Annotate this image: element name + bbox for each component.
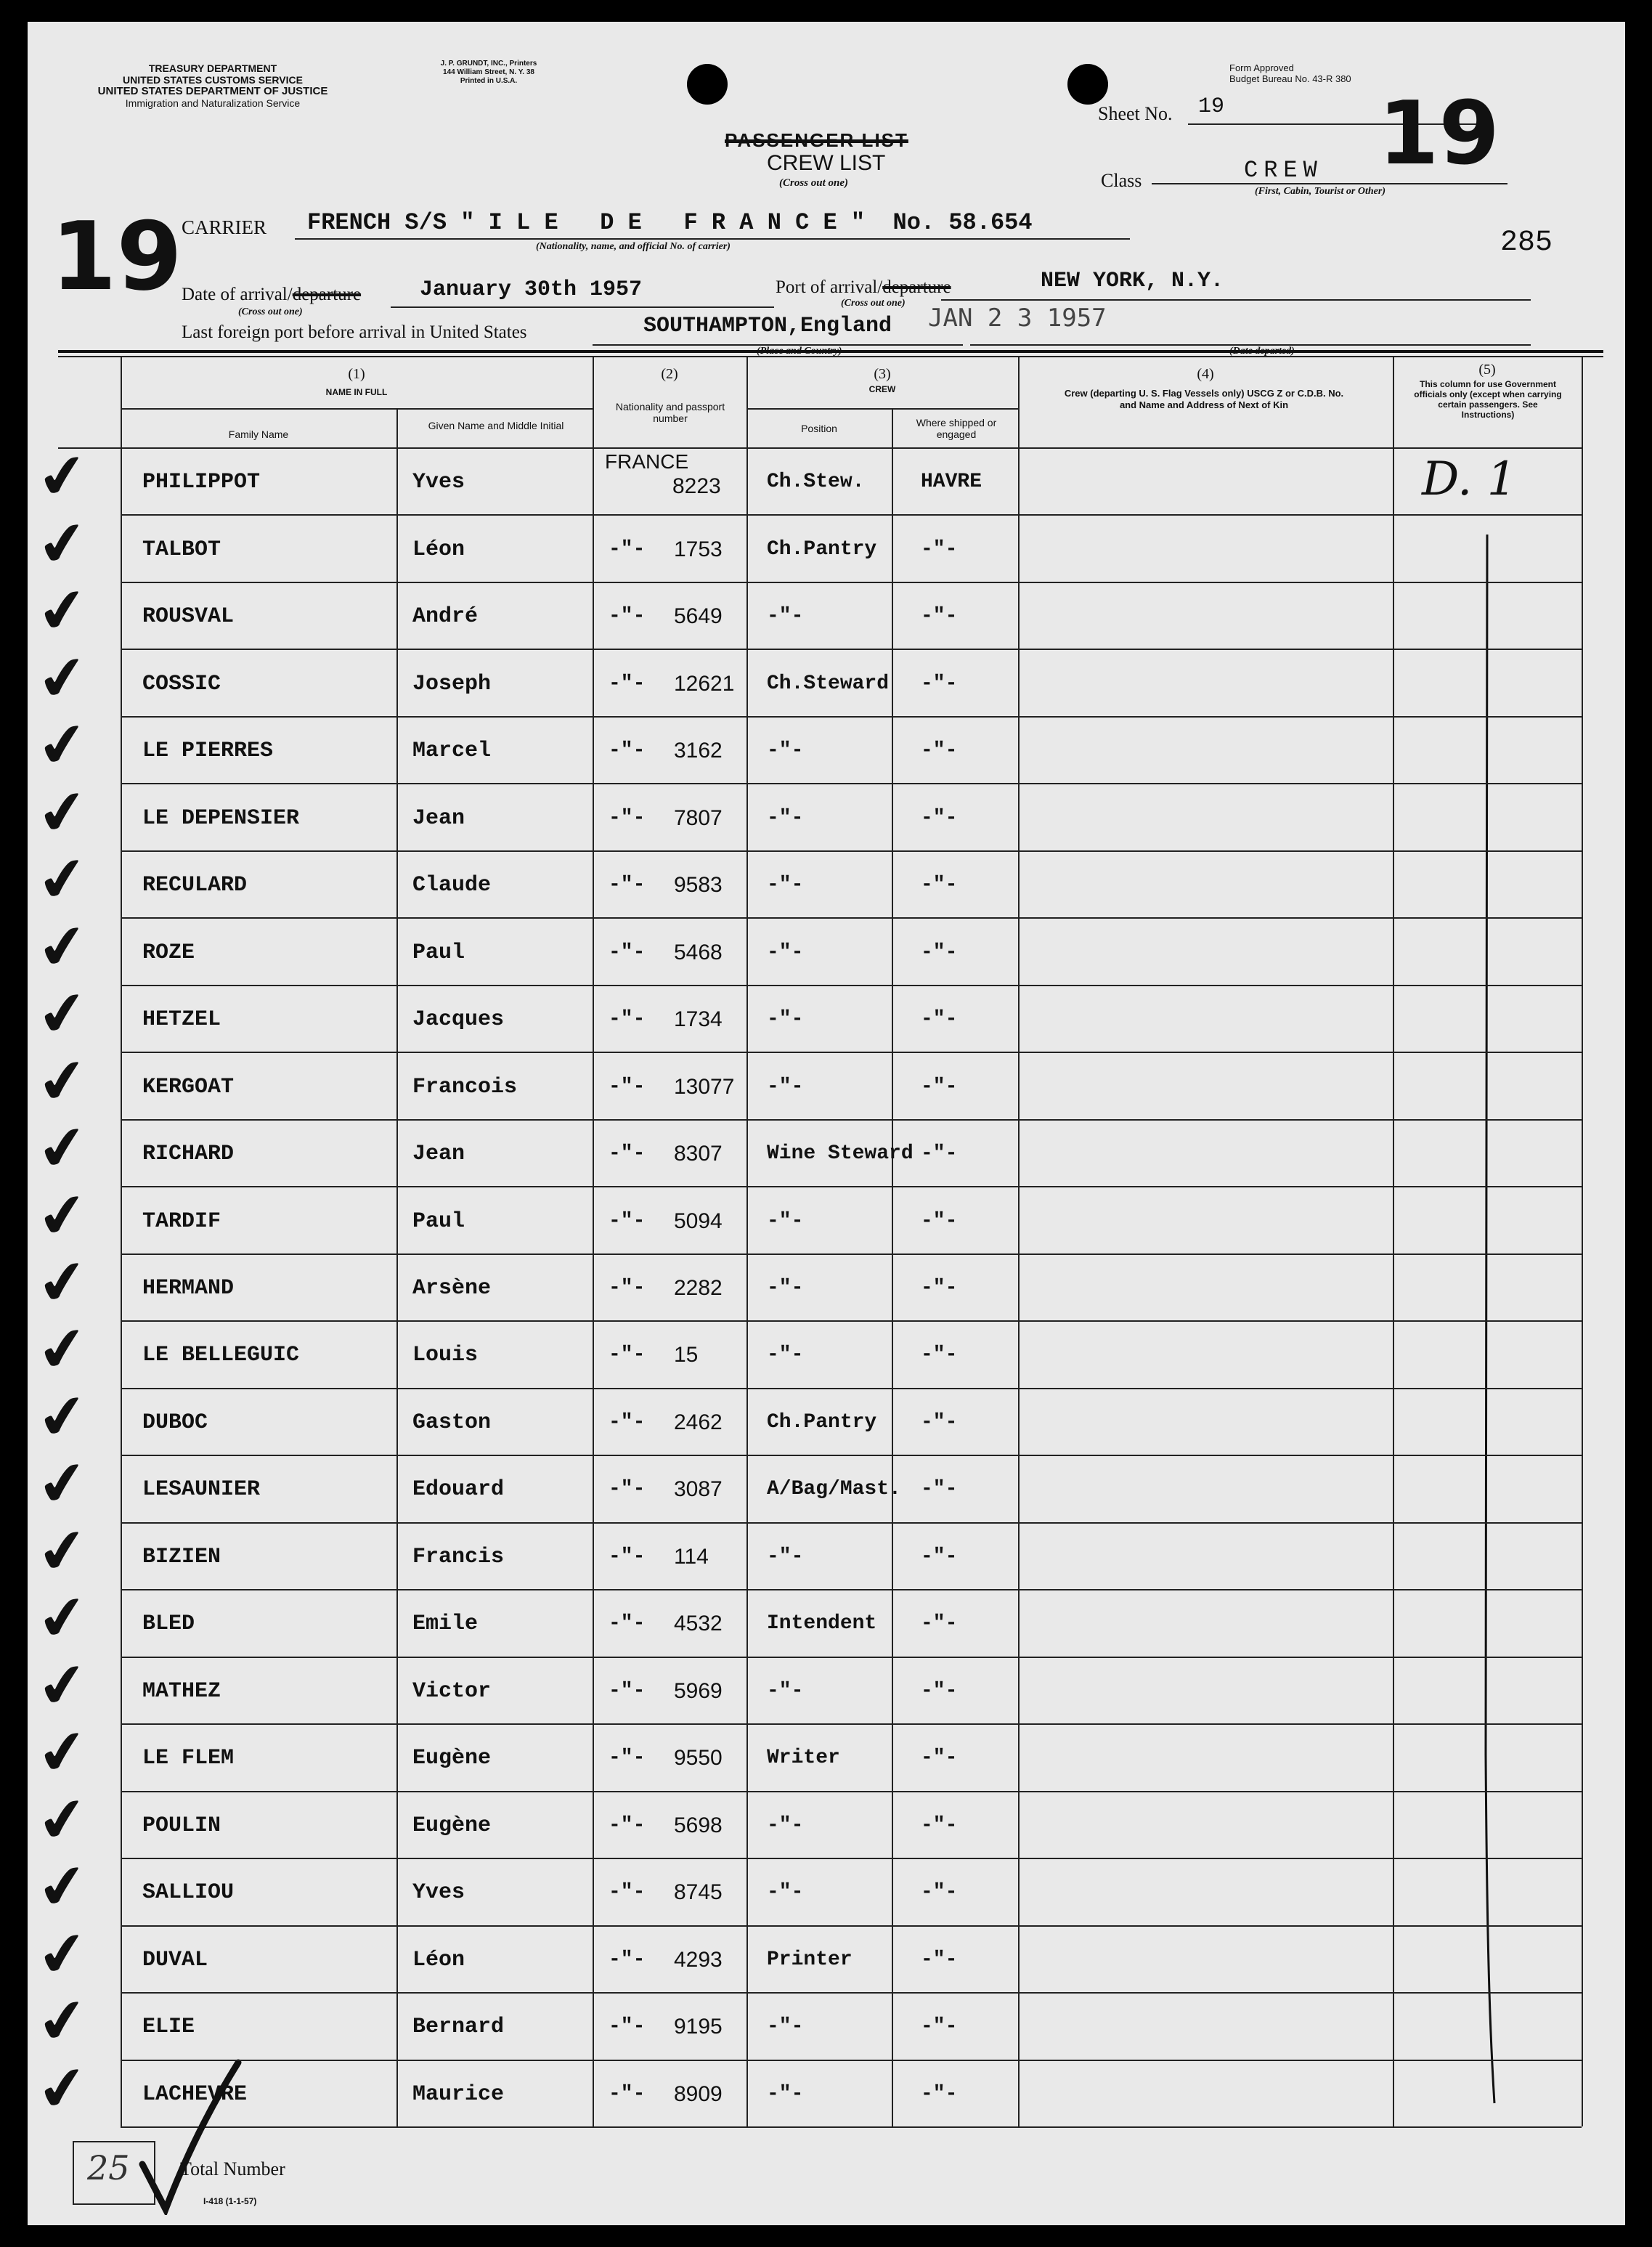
- crew-passport: 5649: [674, 604, 723, 629]
- col-line-nationality: [593, 357, 594, 2126]
- class-value: CREW: [1244, 157, 1323, 184]
- crew-shipped: -"-: [921, 1478, 958, 1501]
- crew-passport: 114: [674, 1544, 709, 1569]
- last-port-place-note: (Place and Country): [757, 346, 842, 357]
- col3-title: CREW: [868, 384, 896, 394]
- carrier-note: (Nationality, name, and official No. of carrier): [536, 241, 731, 252]
- crew-nationality: FRANCE: [605, 450, 689, 473]
- crew-shipped: -"-: [921, 1747, 958, 1770]
- row-check-mark: ✔: [33, 1178, 92, 1253]
- row-check-mark: ✔: [33, 1044, 92, 1119]
- passenger-list-crossed: PASSENGER LIST: [725, 129, 908, 151]
- crew-given-name: Jacques: [412, 1007, 505, 1033]
- row-check-mark: ✔: [33, 1849, 92, 1925]
- crew-passport: 1734: [674, 1007, 723, 1032]
- row-check-mark: ✔: [33, 1110, 92, 1187]
- header-sub-rule-name: [121, 408, 593, 410]
- crew-given-name: Eugène: [412, 1813, 492, 1838]
- crew-nationality: -"-: [609, 1813, 646, 1837]
- crew-shipped: -"-: [921, 874, 958, 897]
- row-check-mark: ✔: [33, 1513, 92, 1590]
- crew-nationality: -"-: [609, 1075, 646, 1098]
- crew-given-name: Paul: [412, 940, 465, 965]
- row-divider: [121, 1253, 1582, 1255]
- table-bottom-rule: [121, 2126, 1582, 2128]
- row-check-mark: ✔: [33, 1917, 92, 1993]
- row-divider: [121, 1791, 1582, 1792]
- crew-nationality: -"-: [609, 1881, 646, 1904]
- crew-position: -"-: [767, 1277, 804, 1299]
- date-arrival-underline: [391, 306, 774, 308]
- crew-passport: 8307: [674, 1142, 723, 1166]
- crew-nationality: -"-: [609, 1545, 646, 1568]
- row-check-mark: ✔: [33, 1581, 92, 1657]
- sheet-value: 19: [1198, 94, 1225, 119]
- row-divider: [121, 514, 1582, 516]
- crew-nationality: -"-: [609, 1277, 646, 1299]
- form-approved: [1229, 62, 1351, 84]
- crew-family-name: DUBOC: [142, 1410, 208, 1435]
- row-check-mark: ✔: [33, 1782, 92, 1858]
- crew-passport: 1753: [674, 537, 723, 561]
- crew-given-name: Yves: [412, 1880, 465, 1906]
- carrier-label: CARRIER: [182, 216, 267, 238]
- col5-number: (5): [1478, 362, 1496, 378]
- table-top-rule-2: [58, 356, 1603, 357]
- crew-passport: 3087: [674, 1477, 723, 1502]
- row-divider: [121, 1992, 1582, 1994]
- col4-title: Crew (departing U. S. Flag Vessels only) USCG Z or C.D.B. No. and Name and Address of Next of Kin: [1064, 388, 1344, 410]
- last-port-label: Last foreign port before arrival in United States: [182, 322, 527, 342]
- crew-passport: 7807: [674, 805, 723, 830]
- row-check-mark: ✔: [33, 1312, 92, 1388]
- crew-given-name: Gaston: [412, 1410, 492, 1435]
- col-family-header: Family Name: [228, 428, 289, 440]
- printer-imprint: [405, 60, 572, 86]
- crew-passport: 5969: [674, 1678, 723, 1703]
- col5-title: This column for use Government officials only (except when carrying certain passengers. See Instructions): [1414, 379, 1562, 420]
- crew-position: -"-: [767, 2082, 804, 2105]
- crew-given-name: Joseph: [412, 671, 492, 696]
- crew-nationality: -"-: [609, 2015, 646, 2039]
- col4-number: (4): [1197, 366, 1214, 382]
- total-label: Total Number: [180, 2158, 285, 2179]
- agency-line-4: Immigration and Naturalization Service: [125, 97, 301, 109]
- crew-nationality: -"-: [609, 1410, 646, 1434]
- col1-title: NAME IN FULL: [325, 387, 388, 397]
- date-arrival-value: January 30th 1957: [420, 277, 643, 302]
- list-title-crossed: [725, 129, 908, 152]
- crew-shipped: -"-: [921, 605, 958, 628]
- crew-given-name: Claude: [412, 873, 492, 898]
- col1-number: (1): [348, 366, 365, 382]
- crew-position: A/Bag/Mast.: [767, 1478, 901, 1501]
- crew-given-name: Jean: [412, 1142, 465, 1167]
- crew-position: Printer: [767, 1948, 853, 1971]
- crew-passport: 9583: [674, 873, 723, 898]
- right-number: 285: [1500, 227, 1553, 259]
- col2-number: (2): [661, 366, 678, 382]
- crew-family-name: LE DEPENSIER: [142, 805, 300, 831]
- crew-shipped: -"-: [921, 1679, 958, 1702]
- crew-family-name: LESAUNIER: [142, 1477, 261, 1503]
- last-port-value: SOUTHAMPTON,England: [643, 314, 892, 338]
- crew-shipped: -"-: [921, 940, 958, 964]
- row-divider: [121, 1925, 1582, 1927]
- crew-shipped: -"-: [921, 1277, 958, 1299]
- crew-given-name: Emile: [412, 1612, 479, 1637]
- crew-family-name: RECULARD: [142, 873, 248, 898]
- crew-shipped: -"-: [921, 2015, 958, 2039]
- crew-given-name: Arsène: [412, 1276, 492, 1301]
- left-sheet-number: 19: [51, 201, 182, 312]
- crew-passport: 2462: [674, 1410, 723, 1434]
- crew-shipped: -"-: [921, 806, 958, 829]
- crew-shipped: -"-: [921, 1612, 958, 1636]
- crew-position: Ch.Pantry: [767, 537, 877, 561]
- crew-passport: 9195: [674, 2015, 723, 2039]
- crew-passport: 8223: [672, 474, 721, 499]
- crew-given-name: Paul: [412, 1208, 465, 1234]
- col-given-header: Given Name and Middle Initial: [428, 420, 564, 431]
- sheet-big-number: 19: [1378, 84, 1500, 184]
- printer-line-3: Printed in U.S.A.: [460, 77, 518, 85]
- crew-family-name: LE FLEM: [142, 1746, 235, 1771]
- port-arrival-label: [776, 277, 951, 298]
- crew-shipped: -"-: [921, 1813, 958, 1837]
- crew-shipped: -"-: [921, 2082, 958, 2105]
- crew-nationality: -"-: [609, 1478, 646, 1501]
- date-arrival-label-text: Date of arrival/: [182, 285, 293, 304]
- crew-given-name: Jean: [412, 805, 465, 831]
- crew-family-name: HERMAND: [142, 1276, 235, 1301]
- crew-position: -"-: [767, 1545, 804, 1568]
- col-shipped-header: Where shipped or engaged: [916, 417, 997, 440]
- crew-passport: 12621: [674, 671, 735, 696]
- col-line-shipped: [892, 408, 893, 2126]
- header-sub-rule-crew: [746, 408, 1018, 410]
- crew-position: Ch.Steward: [767, 672, 890, 695]
- crew-shipped: -"-: [921, 1008, 958, 1031]
- row-check-mark: ✔: [33, 976, 92, 1052]
- agency-line-2: UNITED STATES CUSTOMS SERVICE: [123, 74, 303, 86]
- crew-family-name: LE PIERRES: [142, 739, 274, 764]
- col-line-crew: [746, 357, 748, 2126]
- crew-given-name: Bernard: [412, 2015, 505, 2040]
- crew-nationality: -"-: [609, 537, 646, 561]
- crew-family-name: PHILIPPOT: [142, 470, 261, 495]
- crew-nationality: -"-: [609, 874, 646, 897]
- carrier-underline: [295, 238, 1130, 240]
- crew-nationality: -"-: [609, 1679, 646, 1702]
- official-column-mark: [1393, 447, 1582, 2118]
- row-divider: [121, 1589, 1582, 1590]
- crew-family-name: COSSIC: [142, 671, 221, 696]
- row-check-mark: ✔: [33, 1648, 92, 1724]
- row-divider: [121, 1657, 1582, 1658]
- crew-shipped: -"-: [921, 1209, 958, 1232]
- crew-passport: 13077: [674, 1074, 735, 1099]
- crew-position: Wine Steward: [767, 1142, 914, 1166]
- crew-family-name: ELIE: [142, 2015, 195, 2040]
- row-check-mark: ✔: [33, 842, 92, 918]
- crew-given-name: Yves: [412, 470, 465, 495]
- row-divider: [121, 1455, 1582, 1456]
- row-check-mark: ✔: [33, 1983, 92, 2060]
- crew-given-name: Victor: [412, 1678, 492, 1704]
- col2-title: Nationality and passport number: [615, 401, 725, 424]
- row-divider: [121, 649, 1582, 650]
- crew-nationality: -"-: [609, 1344, 646, 1367]
- row-check-mark: ✔: [33, 506, 92, 582]
- crew-position: Ch.Stew.: [767, 471, 865, 494]
- agency-line-1: TREASURY DEPARTMENT: [148, 62, 277, 74]
- crew-given-name: Léon: [412, 537, 465, 562]
- row-divider: [121, 1723, 1582, 1725]
- row-divider: [121, 1388, 1582, 1389]
- crew-nationality: -"-: [609, 940, 646, 964]
- crew-position: Ch.Pantry: [767, 1410, 877, 1434]
- crew-nationality: -"-: [609, 1008, 646, 1031]
- crew-given-name: Francis: [412, 1544, 505, 1569]
- crew-position: -"-: [767, 2015, 804, 2039]
- date-arrival-note: (Cross out one): [238, 306, 303, 317]
- list-title-main: CREW LIST: [767, 151, 886, 175]
- crew-position: -"-: [767, 1075, 804, 1098]
- row-divider: [121, 917, 1582, 919]
- list-title-note: (Cross out one): [779, 177, 849, 189]
- header-bottom-rule: [58, 447, 1582, 449]
- crew-shipped: -"-: [921, 537, 958, 561]
- crew-given-name: Francois: [412, 1074, 518, 1100]
- crew-given-name: André: [412, 604, 479, 630]
- col-line-right: [1582, 357, 1583, 2126]
- crew-family-name: TARDIF: [142, 1208, 221, 1234]
- crew-family-name: ROUSVAL: [142, 604, 235, 630]
- crew-nationality: -"-: [609, 1612, 646, 1636]
- crew-nationality: -"-: [609, 739, 646, 763]
- crew-passport: 5468: [674, 940, 723, 964]
- crew-shipped: -"-: [921, 672, 958, 695]
- crew-given-name: Léon: [412, 1947, 465, 1972]
- row-check-mark: ✔: [33, 775, 92, 850]
- crew-nationality: -"-: [609, 672, 646, 695]
- punch-hole-left: [687, 64, 728, 105]
- row-divider: [121, 1052, 1582, 1053]
- crew-shipped: -"-: [921, 1075, 958, 1098]
- port-arrival-note: (Cross out one): [841, 298, 906, 309]
- crew-position: -"-: [767, 806, 804, 829]
- crew-nationality: -"-: [609, 1948, 646, 1971]
- crew-shipped: HAVRE: [921, 471, 982, 494]
- crew-family-name: ROZE: [142, 940, 195, 965]
- crew-family-name: MATHEZ: [142, 1678, 221, 1704]
- crew-family-name: POULIN: [142, 1813, 221, 1838]
- crew-position: Writer: [767, 1747, 840, 1770]
- class-note: (First, Cabin, Tourist or Other): [1255, 186, 1386, 197]
- form-approved-line-1: Form Approved: [1229, 62, 1294, 73]
- row-check-mark: ✔: [33, 1245, 92, 1321]
- row-divider: [121, 1119, 1582, 1121]
- crew-given-name: Marcel: [412, 739, 492, 764]
- crew-family-name: KERGOAT: [142, 1074, 235, 1100]
- row-divider: [121, 1186, 1582, 1187]
- carrier-value: FRENCH S/S " I L E D E F R A N C E " No. 58.654: [307, 209, 1033, 236]
- row-check-mark: ✔: [33, 707, 92, 784]
- crew-nationality: -"-: [609, 1142, 646, 1166]
- total-value: 25: [87, 2148, 130, 2187]
- date-departed-note: (Date departed): [1229, 346, 1295, 357]
- crew-passport: 5698: [674, 1813, 723, 1837]
- crew-passport: 2282: [674, 1276, 723, 1300]
- date-departed-stamp: JAN 2 3 1957: [928, 304, 1107, 333]
- row-check-mark: ✔: [33, 1715, 92, 1791]
- punch-hole-right: [1067, 64, 1108, 105]
- crew-position: -"-: [767, 1008, 804, 1031]
- crew-passport: 4293: [674, 1947, 723, 1972]
- crew-given-name: Edouard: [412, 1477, 505, 1503]
- crew-nationality: -"-: [609, 605, 646, 628]
- crew-shipped: -"-: [921, 1881, 958, 1904]
- port-arrival-underline: [941, 299, 1531, 301]
- row-divider: [121, 1320, 1582, 1322]
- col-line-left: [121, 357, 122, 2126]
- row-divider: [121, 2060, 1582, 2061]
- port-arrival-label-text: Port of arrival/: [776, 277, 883, 297]
- crew-position: -"-: [767, 1344, 804, 1367]
- crew-passport: 5094: [674, 1208, 723, 1233]
- crew-shipped: -"-: [921, 739, 958, 763]
- form-number: I-418 (1-1-57): [203, 2196, 257, 2206]
- crew-position: -"-: [767, 1813, 804, 1837]
- agency-line-3: UNITED STATES DEPARTMENT OF JUSTICE: [97, 85, 328, 97]
- crew-family-name: BLED: [142, 1612, 195, 1637]
- crew-family-name: TALBOT: [142, 537, 221, 562]
- row-divider: [121, 1858, 1582, 1859]
- crew-position: -"-: [767, 1679, 804, 1702]
- crew-position: -"-: [767, 874, 804, 897]
- col3-number: (3): [874, 366, 891, 382]
- crew-passport: 3162: [674, 739, 723, 763]
- row-divider: [121, 716, 1582, 718]
- form-approved-line-2: Budget Bureau No. 43-R 380: [1229, 73, 1351, 84]
- agency-header: [42, 62, 383, 109]
- crew-shipped: -"-: [921, 1410, 958, 1434]
- sheet-label: Sheet No.: [1098, 103, 1173, 124]
- crew-family-name: BIZIEN: [142, 1544, 221, 1569]
- crew-nationality: -"-: [609, 806, 646, 829]
- col-line-kin: [1018, 357, 1020, 2126]
- crew-passport: 9550: [674, 1746, 723, 1771]
- date-departure-crossed: departure: [292, 285, 362, 304]
- row-divider: [121, 582, 1582, 583]
- date-arrival-label: [182, 285, 361, 305]
- crew-family-name: LE BELLEGUIC: [142, 1343, 300, 1368]
- crew-position: -"-: [767, 1209, 804, 1232]
- printer-line-1: J. P. GRUNDT, INC., Printers: [440, 60, 537, 68]
- crew-passport: 4532: [674, 1612, 723, 1636]
- crew-given-name: Maurice: [412, 2081, 505, 2107]
- table-top-rule: [58, 350, 1603, 353]
- crew-family-name: LACHEVRE: [142, 2081, 248, 2107]
- crew-nationality: -"-: [609, 1747, 646, 1770]
- crew-shipped: -"-: [921, 1948, 958, 1971]
- row-check-mark: ✔: [33, 909, 92, 985]
- row-check-mark: ✔: [33, 439, 92, 515]
- port-arrival-value: NEW YORK, N.Y.: [1041, 269, 1224, 293]
- col-line-given: [396, 408, 398, 2126]
- row-check-mark: ✔: [33, 1447, 92, 1522]
- crew-shipped: -"-: [921, 1142, 958, 1166]
- col-position-header: Position: [801, 423, 837, 434]
- row-check-mark: ✔: [33, 2051, 92, 2127]
- crew-nationality: -"-: [609, 2082, 646, 2105]
- crew-position: Intendent: [767, 1612, 877, 1636]
- crew-passport: 8745: [674, 1880, 723, 1905]
- crew-family-name: DUVAL: [142, 1947, 208, 1972]
- crew-given-name: Louis: [412, 1343, 479, 1368]
- crew-passport: 8909: [674, 2081, 723, 2106]
- crew-shipped: -"-: [921, 1545, 958, 1568]
- crew-nationality: -"-: [609, 1209, 646, 1232]
- row-divider: [121, 783, 1582, 784]
- crew-shipped: -"-: [921, 1344, 958, 1367]
- crew-family-name: HETZEL: [142, 1007, 221, 1033]
- row-divider: [121, 985, 1582, 986]
- class-underline: [1152, 183, 1507, 184]
- crew-given-name: Eugène: [412, 1746, 492, 1771]
- crew-position: -"-: [767, 739, 804, 763]
- row-divider: [121, 850, 1582, 852]
- crew-position: -"-: [767, 1881, 804, 1904]
- printer-line-2: 144 William Street, N. Y. 38: [443, 68, 534, 76]
- row-check-mark: ✔: [33, 573, 92, 649]
- row-check-mark: ✔: [33, 641, 92, 716]
- official-mark: D. 1: [1422, 452, 1517, 506]
- class-label: Class: [1101, 170, 1142, 191]
- crew-passport: 15: [674, 1343, 699, 1368]
- crew-family-name: RICHARD: [142, 1142, 235, 1167]
- crew-family-name: SALLIOU: [142, 1880, 235, 1906]
- row-divider: [121, 1522, 1582, 1524]
- crew-list-page: [28, 22, 1625, 2225]
- official-pencil-line: [1485, 535, 1494, 2103]
- total-check-mark: [137, 2055, 248, 2215]
- row-check-mark: ✔: [33, 1379, 92, 1455]
- crew-position: -"-: [767, 940, 804, 964]
- crew-position: -"-: [767, 605, 804, 628]
- port-departure-crossed: departure: [882, 277, 951, 297]
